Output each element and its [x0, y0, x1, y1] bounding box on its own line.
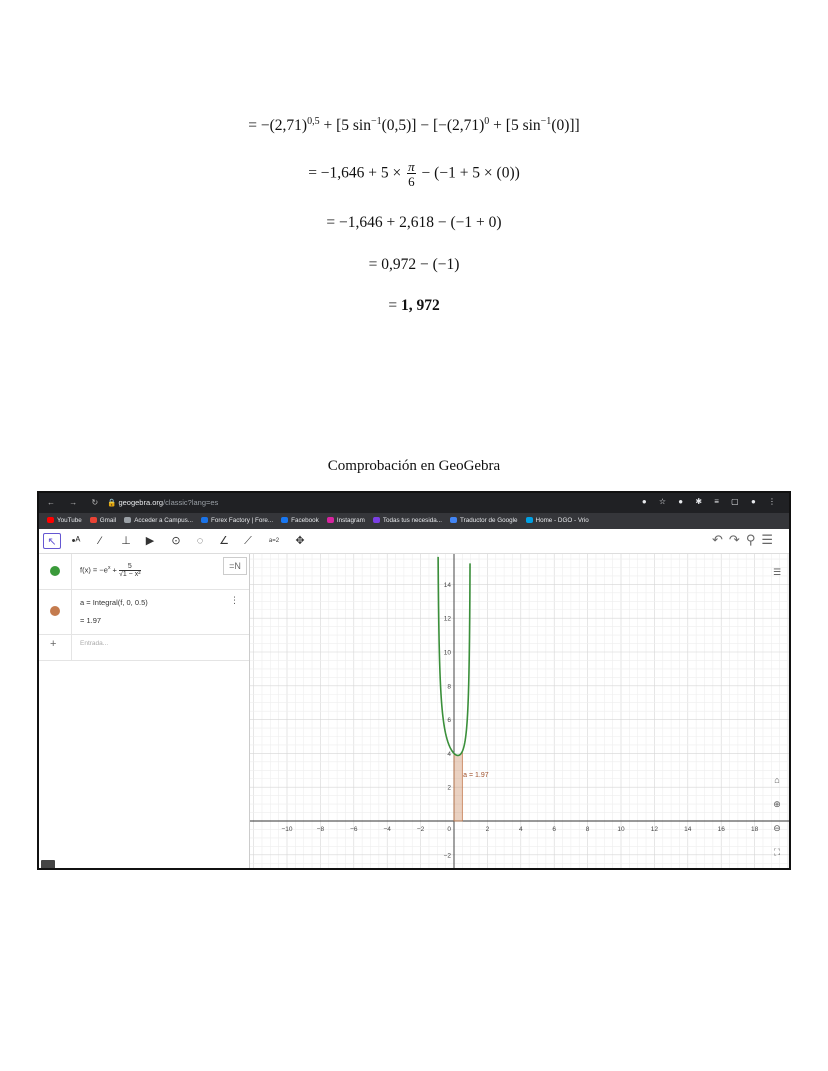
move-graphics-tool-icon[interactable]: ✥	[295, 535, 305, 547]
geogebra-screenshot	[37, 491, 791, 870]
bookmark-label: Todas tus necesida...	[382, 517, 442, 524]
x-tick-label: −6	[350, 826, 358, 833]
x-tick-label: −2	[416, 826, 425, 833]
graphics-settings-icon[interactable]: ☰	[772, 567, 782, 577]
bookmark-item[interactable]	[526, 517, 589, 524]
x-tick-label: 16	[717, 826, 725, 833]
bookmark-item[interactable]	[90, 517, 116, 524]
bookmark-favicon-icon	[450, 517, 457, 523]
bookmarks-bar	[39, 513, 789, 529]
conic-tool-icon[interactable]: ◌	[196, 535, 204, 547]
integral-a-definition[interactable]: a = Integral(f, 0, 0.5)	[80, 598, 148, 607]
algebra-input-row[interactable]	[39, 634, 249, 661]
perpendicular-tool-icon[interactable]: ⊥	[121, 535, 131, 547]
point-tool-icon[interactable]: •ᴬ	[71, 535, 81, 547]
bookmark-label: Gmail	[99, 517, 117, 524]
graph-canvas[interactable]	[250, 554, 791, 870]
angle-tool-icon[interactable]: ∠	[219, 535, 229, 547]
y-tick-label: −2	[443, 852, 451, 860]
algebra-row-f[interactable]	[39, 554, 249, 590]
zoom-in-icon[interactable]: ⊕	[773, 799, 781, 809]
function-f-definition[interactable]: $f(x) = -e^x$ + $\frac{5}{\text{√1 − x²}}$	[80, 563, 141, 578]
move-tool-icon[interactable]: ↖	[43, 533, 61, 549]
bookmark-label: YouTube	[57, 517, 82, 524]
fullscreen-icon[interactable]: ⛶	[773, 847, 781, 857]
integral-label: a = 1.97	[463, 772, 489, 780]
bookmark-item[interactable]	[201, 517, 273, 524]
pi-over-six-fraction: $\frac{\pi}{6}$	[408, 159, 415, 189]
bookmark-item[interactable]	[47, 517, 82, 524]
bookmark-item[interactable]	[450, 517, 518, 524]
bookmark-favicon-icon	[327, 517, 334, 523]
bookmark-label: Instagram	[336, 517, 365, 524]
y-tick-label: 8	[447, 683, 451, 691]
bookmark-label: Facebook	[291, 517, 319, 524]
algebra-view	[39, 554, 250, 870]
y-tick-label: 12	[443, 615, 451, 623]
browser-titlebar	[39, 493, 789, 513]
x-tick-label: 6	[552, 826, 557, 833]
browser-extension-icons[interactable]: ● ☆ ● ✱ ≡ ▢ ● ⋮	[641, 497, 781, 506]
add-icon[interactable]: +	[50, 638, 57, 650]
bookmark-favicon-icon	[526, 517, 533, 523]
bookmark-label: Acceder a Campus...	[134, 517, 193, 524]
x-tick-label: 4	[518, 826, 523, 833]
slider-tool-icon[interactable]: a=2	[268, 538, 280, 544]
bookmark-favicon-icon	[201, 517, 208, 523]
figure-caption: Comprobación en GeoGebra	[327, 458, 501, 474]
bookmark-item[interactable]	[281, 517, 319, 524]
bookmark-favicon-icon	[373, 517, 380, 523]
zoom-out-icon[interactable]: ⊖	[773, 823, 781, 833]
x-tick-label: 8	[585, 826, 590, 833]
bookmark-favicon-icon	[281, 517, 288, 523]
x-tick-label: 10	[617, 826, 625, 833]
browser-nav-icons[interactable]: ← → ↻	[47, 498, 105, 507]
graphics-view[interactable]	[250, 554, 791, 870]
x-tick-label: −8	[316, 826, 325, 833]
integral-a-value: = 1.97	[80, 616, 102, 625]
y-tick-label: 6	[447, 717, 451, 725]
x-tick-label: 12	[650, 826, 659, 833]
equation-line-3: = −1,646 + 2,618 − (−1 + 0)	[326, 214, 502, 231]
address-bar[interactable]: 🔒 geogebra.org/classic?lang=es	[107, 497, 627, 509]
x-tick-label: −4	[383, 826, 391, 833]
undo-redo-search-menu-icons[interactable]: ↶↷⚲☰	[712, 532, 779, 547]
bookmark-favicon-icon	[124, 517, 131, 523]
bookmark-item[interactable]	[327, 517, 365, 524]
integral-area	[454, 751, 462, 821]
bookmark-label: Home - DGO - Vrio	[535, 517, 589, 524]
result-value: 1, 972	[400, 297, 440, 314]
bookmark-label: Forex Factory | Fore...	[211, 517, 274, 524]
origin-label: 0	[447, 826, 451, 833]
bookmark-favicon-icon	[47, 517, 54, 523]
visibility-toggle-f[interactable]	[50, 566, 60, 576]
equation-result: = 1, 972	[388, 297, 440, 314]
y-tick-label: 4	[447, 750, 451, 758]
equation-line-2: = −1,646 + 5 × $\frac{\pi}{6}$ − (−1 + 5 × (0))	[308, 159, 520, 189]
y-tick-label: 2	[447, 784, 451, 792]
x-tick-label: 18	[750, 826, 759, 833]
polygon-tool-icon[interactable]: ▶	[145, 535, 155, 547]
bookmark-item[interactable]	[373, 517, 442, 524]
geogebra-toolbar	[39, 529, 789, 554]
bookmark-label: Traductor de Google	[459, 517, 518, 524]
keyboard-icon[interactable]	[41, 860, 55, 869]
y-tick-label: 14	[443, 581, 451, 589]
circle-tool-icon[interactable]: ⊙	[171, 535, 181, 547]
x-tick-label: −10	[281, 826, 293, 833]
x-tick-label: 2	[485, 826, 490, 833]
line-tool-icon[interactable]: ⁄	[99, 535, 101, 547]
bookmark-item[interactable]	[124, 517, 193, 524]
equation-line-1: = $-(2,71)^{0,5} + [5$ $\sin^{-1}(0,5)] - [-(2,71)^0 + [5$ $\sin^{-1}(0)$]]	[248, 116, 580, 135]
more-options-icon[interactable]: ⋮	[230, 595, 239, 605]
input-bar[interactable]: Entrada...	[80, 640, 109, 647]
home-icon[interactable]: ⌂	[774, 775, 780, 785]
toggle-numeric-button[interactable]: =N	[223, 557, 247, 575]
reflect-tool-icon[interactable]: ⟋	[244, 535, 252, 547]
algebra-row-a[interactable]	[39, 589, 249, 635]
equation-line-4: = 0,972 − (−1)	[368, 256, 460, 273]
visibility-toggle-a[interactable]	[50, 606, 60, 616]
x-tick-label: 14	[684, 826, 692, 833]
bookmark-favicon-icon	[90, 517, 97, 523]
y-tick-label: 10	[443, 649, 451, 657]
